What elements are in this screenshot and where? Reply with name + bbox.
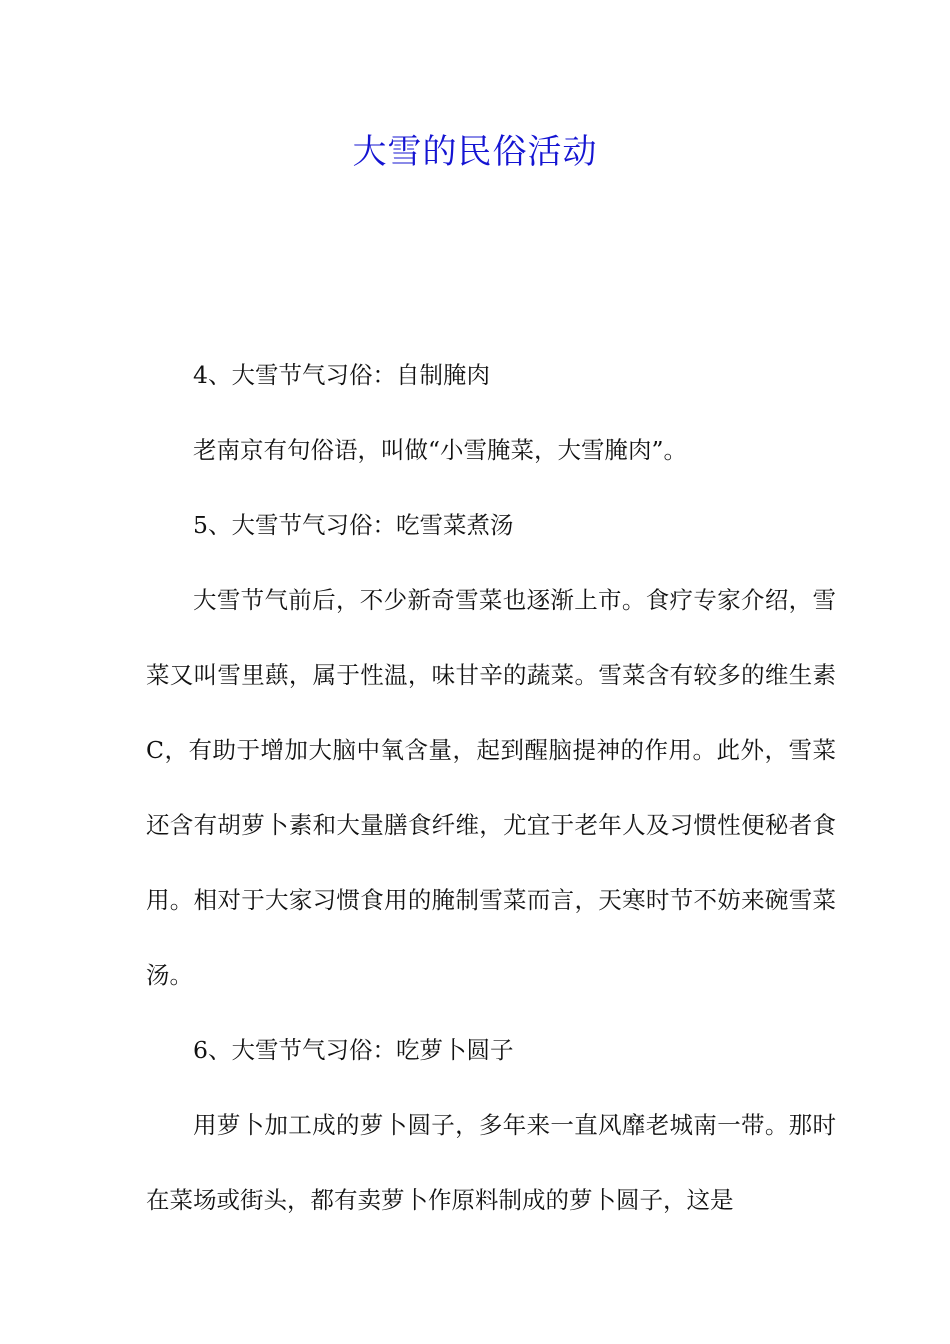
page-title: 大雪的民俗活动 [352, 132, 598, 172]
section-heading-5: 5、大雪节气习俗：吃雪菜煮汤 [193, 511, 514, 539]
paragraph: 用萝卜加工成的萝卜圆子，多年来一直风靡老城南一带。那时在菜场或街头，都有卖萝卜作原料制成的萝卜圆子，这是 [146, 1111, 836, 1214]
section-heading-4: 4、大雪节气习俗：自制腌肉 [193, 361, 490, 389]
document-body [146, 338, 836, 1238]
paragraph: 老南京有句俗语，叫做“小雪腌菜，大雪腌肉”。 [193, 436, 688, 464]
paragraph: 大雪节气前后，不少新奇雪菜也逐渐上市。食疗专家介绍，雪菜又叫雪里蕻，属于性温，味甘辛的蔬菜。雪菜含有较多的维生素C，有助于增加大脑中氧含量，起到醒脑提神的作用。此外，雪菜还含有胡萝卜素和大量膳食纤维，尤宜于老年人及习惯性便秘者食用。相对于大家习惯食用的腌制雪菜而言，天寒时节不妨来碗雪菜汤。 [146, 586, 836, 989]
section-heading-6: 6、大雪节气习俗：吃萝卜圆子 [193, 1036, 514, 1064]
